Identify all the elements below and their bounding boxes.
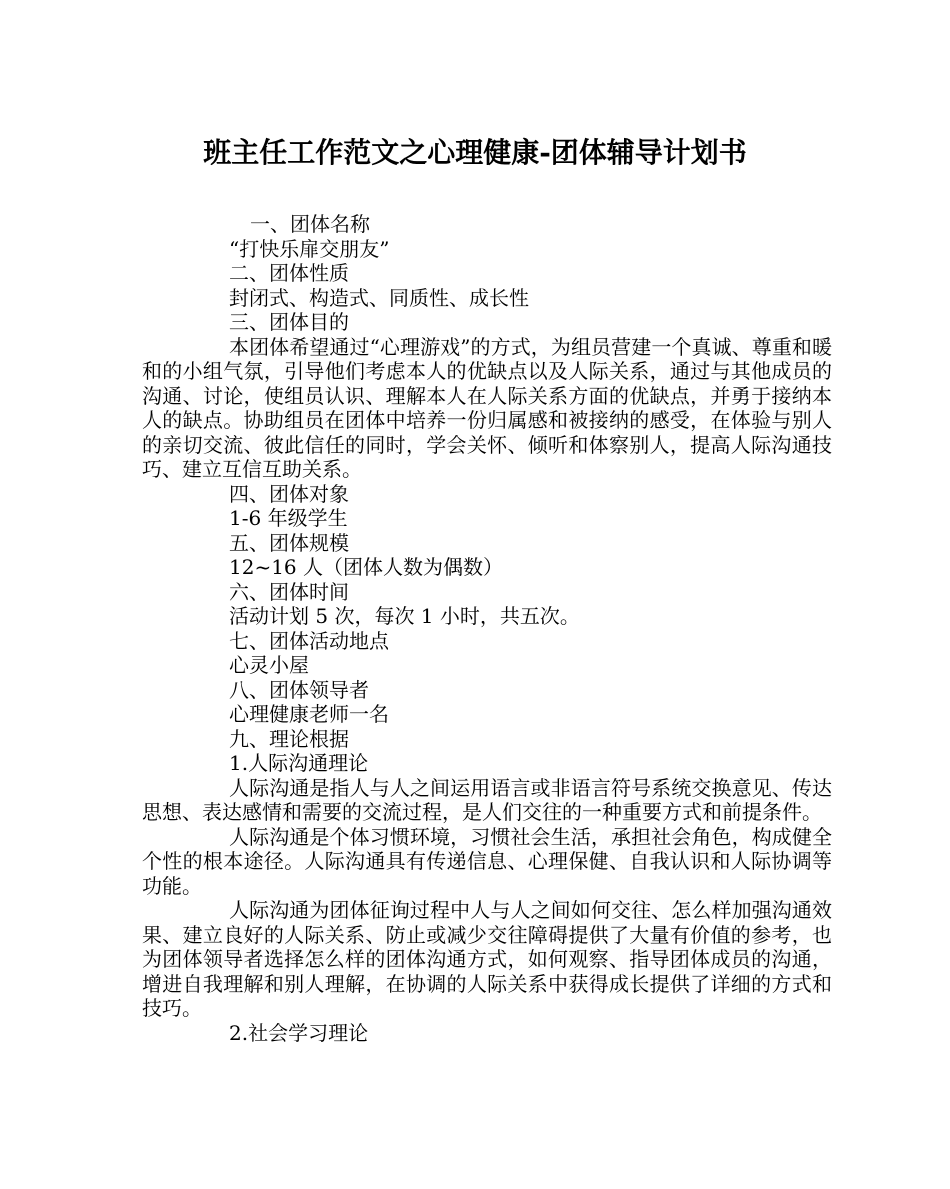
- document-title: 班主任工作范文之心理健康-团体辅导计划书: [203, 136, 747, 169]
- text-line: 心理健康老师一名: [229, 702, 389, 726]
- section-heading: 八、团体领导者: [229, 677, 369, 702]
- paragraph: 本团体希望通过“心理游戏”的方式，为组员营建一个真诚、尊重和暖和的小组气氛，引导他们考虑本人的优缺点以及人际关系，通过与其他成员的沟通、讨论，使组员认识、理解本人在人际关系方面的优缺点，并勇于接纳本人的缺点。协助组员在团体中培养一份归属感和被接纳的感受，在体验与别人的亲切交流、彼此信任的同时，学会关怀、倾听和体察别人，提高人际沟通技巧、建立互信互助关系。: [142, 334, 832, 481]
- text-line: 12~16 人（团体人数为偶数）: [229, 555, 504, 579]
- paragraph: 人际沟通是个体习惯环境，习惯社会生活，承担社会角色，构成健全个性的根本途径。人际沟通具有传递信息、心理保健、自我认识和人际协调等功能。: [142, 824, 832, 898]
- text-line: 活动计划 5 次，每次 1 小时，共五次。: [229, 604, 580, 628]
- section-heading: 三、团体目的: [229, 310, 349, 334]
- text-line: 心灵小屋: [229, 653, 309, 677]
- paragraph: 人际沟通是指人与人之间运用语言或非语言符号系统交换意见、传达思想、表达感情和需要的交流过程，是人们交往的一种重要方式和前提条件。: [142, 775, 832, 824]
- subsection-heading: 2.社会学习理论: [229, 1020, 369, 1045]
- section-heading: 二、团体性质: [229, 261, 349, 285]
- subsection-heading: 1.人际沟通理论: [229, 751, 369, 775]
- document-body: [142, 212, 832, 1045]
- text-line: “打快乐扉交朋友”: [229, 236, 390, 261]
- section-heading: 一、团体名称: [250, 212, 370, 236]
- paragraph: 人际沟通为团体征询过程中人与人之间如何交往、怎么样加强沟通效果、建立良好的人际关系、防止或减少交往障碍提供了大量有价值的参考，也为团体领导者选择怎么样的团体沟通方式，如何观察、指导团体成员的沟通，增进自我理解和别人理解，在协调的人际关系中获得成长提供了详细的方式和技巧。: [142, 898, 832, 1020]
- section-heading: 四、团体对象: [229, 481, 349, 506]
- text-line: 封闭式、构造式、同质性、成长性: [229, 285, 529, 310]
- section-heading: 九、理论根据: [229, 726, 349, 751]
- section-heading: 五、团体规模: [229, 530, 349, 555]
- section-heading: 六、团体时间: [229, 579, 349, 604]
- section-heading: 七、团体活动地点: [229, 628, 389, 653]
- text-line: 1-6 年级学生: [229, 506, 348, 530]
